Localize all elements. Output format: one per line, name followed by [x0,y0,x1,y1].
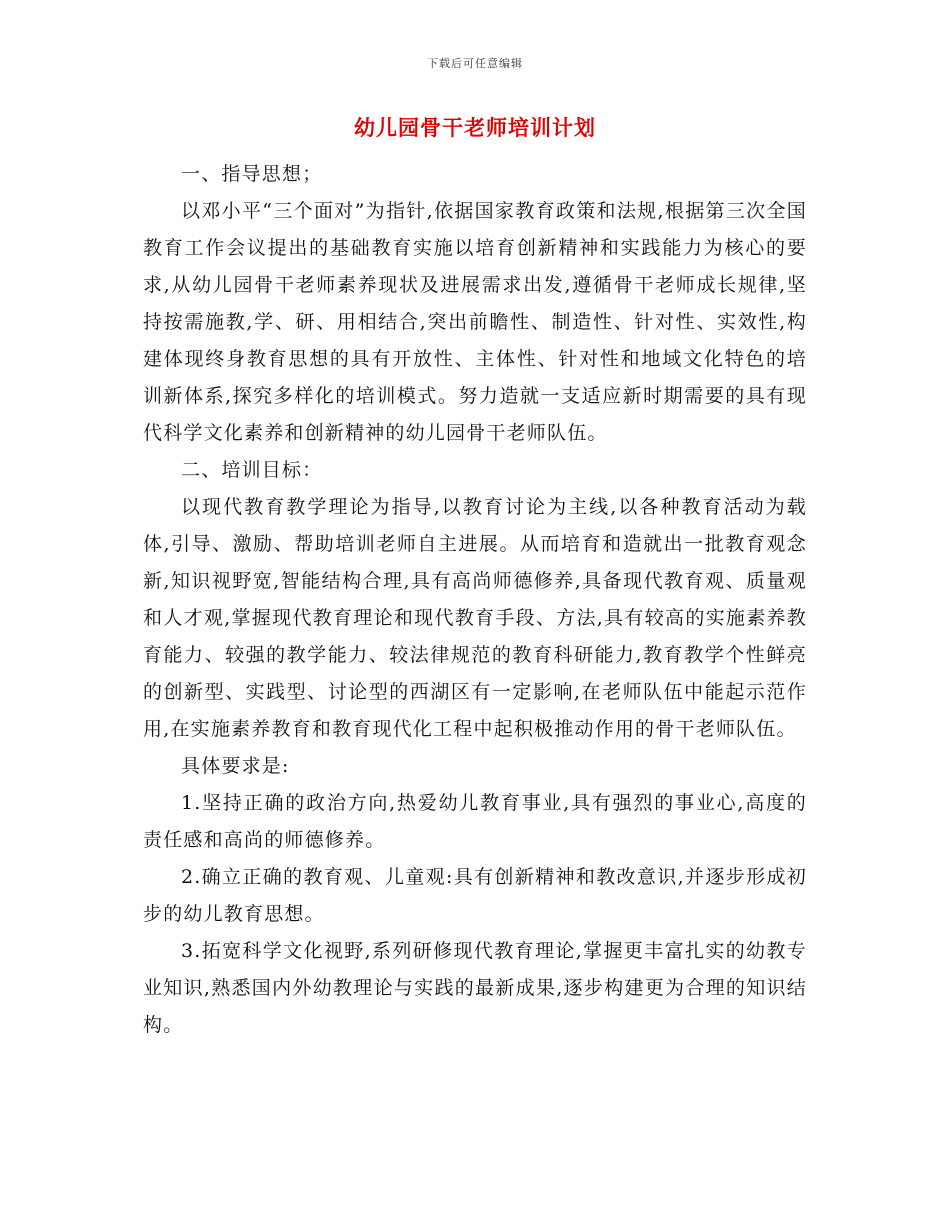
list-item-requirement-2: 2.确立正确的教育观、儿童观:具有创新精神和教改意识,并逐步形成初步的幼儿教育思想。 [143,866,807,925]
section-heading-specific-requirements: 具体要求是: [181,755,290,777]
paragraph-training-goals: 以现代教育教学理论为指导,以教育讨论为主线,以各种教育活动为载体,引导、激励、帮助培训老师自主进展。从而培育和造就出一批教育观念新,知识视野宽,智能结构合理,具有高尚师德修养,具备现代教育观、质量观和人才观,掌握现代教育理论和现代教育手段、方法,具有较高的实施素养教育能力、较强的教学能力、较法律规范的教育科研能力,教育教学个性鲜亮的创新型、实践型、讨论型的西湖区有一定影响,在老师队伍中能起示范作用,在实施素养教育和教育现代化工程中起积极推动作用的骨干老师队伍。 [143,496,807,740]
document-title: 幼儿园骨干老师培训计划 [354,116,596,140]
list-item-requirement-3: 3.拓宽科学文化视野,系列研修现代教育理论,掌握更丰富扎实的幼教专业知识,熟悉国内外幼教理论与实践的最新成果,逐步构建更为合理的知识结构。 [143,940,807,1036]
header-note: 下载后可任意编辑 [427,57,523,70]
list-item-requirement-1: 1.坚持正确的政治方向,热爱幼儿教育事业,具有强烈的事业心,高度的责任感和高尚的师德修养。 [143,792,807,851]
document-body [143,156,807,1044]
paragraph-guiding-ideology: 以邓小平“三个面对”为指针,依据国家教育政策和法规,根据第三次全国教育工作会议提出的基础教育实施以培育创新精神和实践能力为核心的要求,从幼儿园骨干老师素养现状及进展需求出发,遵循骨干老师成长规律,坚持按需施教,学、研、用相结合,突出前瞻性、制造性、针对性、实效性,构建体现终身教育思想的具有开放性、主体性、针对性和地域文化特色的培训新体系,探究多样化的培训模式。努力造就一支适应新时期需要的具有现代科学文化素养和创新精神的幼儿园骨干老师队伍。 [143,200,807,444]
section-heading-training-goals: 二、培训目标： [181,459,323,481]
section-heading-guiding-ideology: 一、指导思想； [181,163,323,185]
